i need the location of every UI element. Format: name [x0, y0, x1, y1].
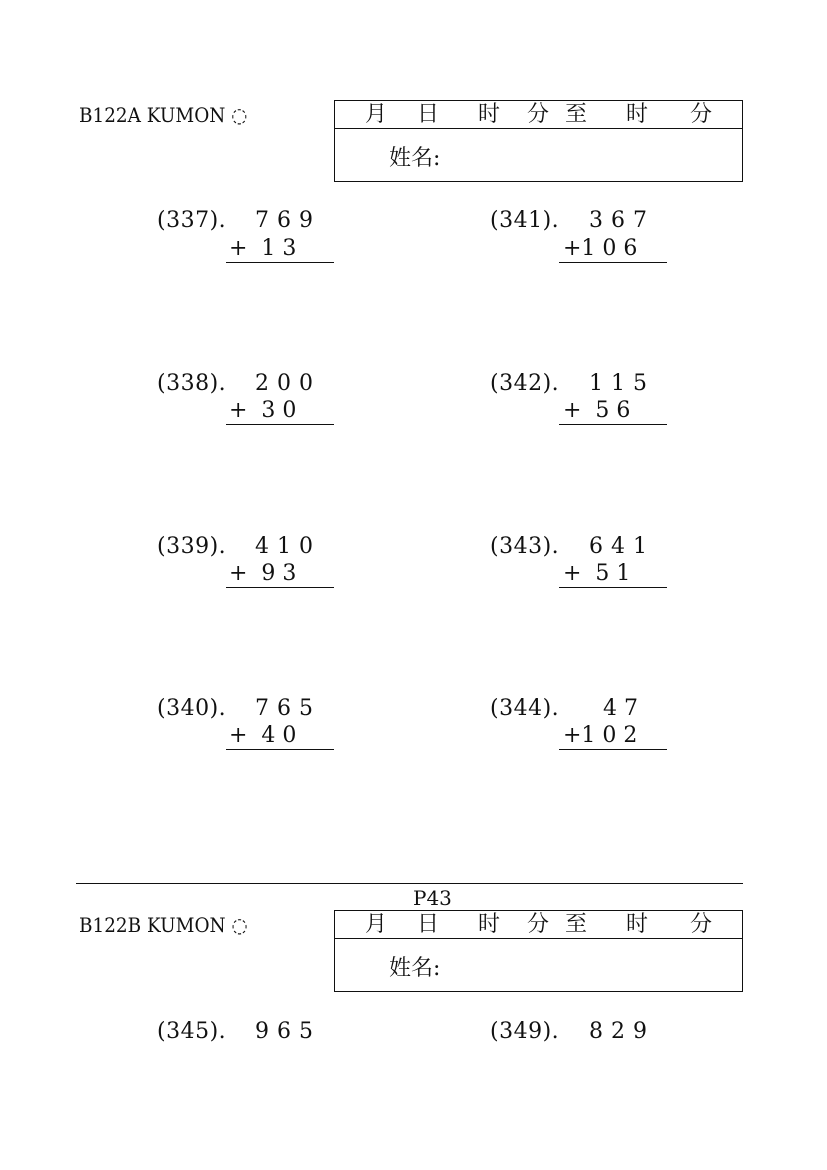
problem-label: (341).	[490, 208, 560, 233]
answer-line	[226, 587, 334, 588]
hour-label: 时	[626, 102, 649, 127]
time-name-box-b	[334, 910, 743, 992]
problem-bottom-addend: + 4 0	[229, 723, 297, 748]
problem-bottom-addend: + 1 3	[229, 236, 297, 261]
answer-line	[226, 262, 334, 263]
answer-line	[559, 424, 667, 425]
page-separator	[76, 883, 743, 884]
problem-label: (337).	[157, 208, 227, 233]
month-label: 月	[365, 912, 388, 937]
problem-top-number: 3 6 7	[589, 208, 648, 233]
worksheet-code-b: B122B KUMON ◌	[79, 913, 248, 937]
problem-top-number: 1 1 5	[589, 371, 648, 396]
answer-line	[226, 424, 334, 425]
to-label: 至	[565, 102, 588, 127]
problem-label: (345).	[157, 1019, 227, 1044]
problem-label: (349).	[490, 1019, 560, 1044]
minute-label: 分	[690, 102, 713, 127]
problem-top-number: 4 1 0	[255, 534, 314, 559]
answer-line	[559, 262, 667, 263]
problem-bottom-addend: +1 0 2	[563, 723, 638, 748]
problem-top-number: 9 6 5	[255, 1019, 314, 1044]
problem-label: (339).	[157, 534, 227, 559]
problem-bottom-addend: +1 0 6	[563, 236, 638, 261]
problem-top-number: 4 7	[589, 696, 638, 721]
time-name-box-a	[334, 100, 743, 182]
minute-label: 分	[527, 912, 550, 937]
name-label: 姓名:	[389, 956, 441, 981]
problem-label: (343).	[490, 534, 560, 559]
problem-bottom-addend: + 3 0	[229, 398, 297, 423]
problem-top-number: 6 4 1	[589, 534, 648, 559]
day-label: 日	[417, 912, 440, 937]
answer-line	[559, 587, 667, 588]
problem-top-number: 7 6 5	[255, 696, 314, 721]
hour-label: 时	[478, 102, 501, 127]
problem-bottom-addend: + 9 3	[229, 561, 297, 586]
name-label: 姓名:	[389, 146, 441, 171]
hour-label: 时	[626, 912, 649, 937]
time-row-b	[335, 911, 742, 939]
problem-label: (344).	[490, 696, 560, 721]
answer-line	[559, 749, 667, 750]
problem-label: (340).	[157, 696, 227, 721]
problem-bottom-addend: + 5 1	[563, 561, 631, 586]
page-number: P43	[413, 886, 452, 910]
problem-top-number: 8 2 9	[589, 1019, 648, 1044]
answer-line	[226, 749, 334, 750]
problem-top-number: 2 0 0	[255, 371, 314, 396]
day-label: 日	[417, 102, 440, 127]
to-label: 至	[565, 912, 588, 937]
worksheet-code-a: B122A KUMON ◌	[79, 103, 248, 127]
hour-label: 时	[478, 912, 501, 937]
minute-label: 分	[690, 912, 713, 937]
month-label: 月	[365, 102, 388, 127]
problem-label: (338).	[157, 371, 227, 396]
problem-label: (342).	[490, 371, 560, 396]
minute-label: 分	[527, 102, 550, 127]
problem-bottom-addend: + 5 6	[563, 398, 631, 423]
time-row-a	[335, 101, 742, 129]
problem-top-number: 7 6 9	[255, 208, 314, 233]
